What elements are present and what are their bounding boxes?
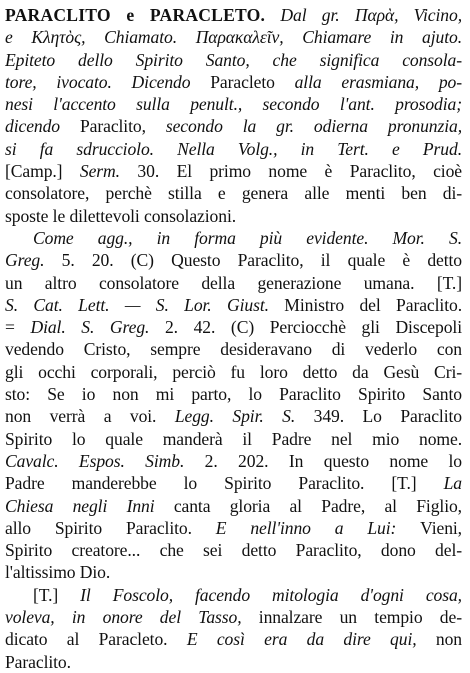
text-line bbox=[5, 182, 462, 204]
text-segment: [T.] bbox=[33, 584, 81, 605]
text-line bbox=[5, 205, 462, 227]
italic-segment: Dal gr. Παρὰ, Vicino, bbox=[265, 5, 462, 25]
text-line bbox=[5, 26, 462, 48]
text-segment: [Camp.] bbox=[5, 161, 80, 182]
text-line bbox=[5, 495, 462, 517]
italic-segment: E nell'inno a Lui: bbox=[215, 517, 421, 538]
text-segment: canta gloria al Padre, al Figlio, bbox=[173, 495, 462, 516]
text-line bbox=[5, 138, 462, 160]
text-line bbox=[5, 405, 462, 427]
text-segment: Vieni, bbox=[420, 517, 462, 538]
headword: PARACLITO e PARACLETO. bbox=[5, 5, 266, 25]
text-line bbox=[5, 338, 462, 360]
text-line bbox=[5, 71, 462, 93]
text-line bbox=[5, 450, 462, 472]
italic-segment: S. Cat. Lett. — S. Lor. Giust. bbox=[5, 294, 285, 315]
italic-segment: alla erasmiana, po- bbox=[294, 71, 462, 92]
italic-segment: nesi l'accento sulla penult., secondo l'ant. prosodia; bbox=[5, 94, 462, 115]
text-line bbox=[5, 428, 462, 450]
text-segment: Paraclito. bbox=[5, 651, 71, 672]
text-line bbox=[5, 561, 462, 583]
text-segment: 2. 42. (C) Perciocchè gli Discepoli bbox=[164, 317, 462, 338]
text-segment: 2. 202. In questo nome lo bbox=[204, 450, 462, 471]
italic-segment: E così era da dire qui, bbox=[186, 629, 436, 650]
text-line bbox=[5, 628, 462, 650]
text-line bbox=[5, 539, 462, 561]
text-line bbox=[5, 160, 462, 182]
text-segment: innalzare un tempio de- bbox=[258, 607, 462, 628]
text-line bbox=[5, 294, 462, 316]
text-segment: sposte le dilettevoli consolazioni. bbox=[5, 205, 237, 226]
text-segment: 349. Lo Paraclito bbox=[313, 406, 462, 427]
text-line bbox=[5, 316, 462, 338]
italic-segment: Legg. Spir. S. bbox=[174, 406, 314, 427]
text-segment: = bbox=[5, 317, 31, 338]
text-line bbox=[5, 361, 462, 383]
text-segment: Ministro del Paraclito. bbox=[284, 294, 462, 315]
italic-segment: Greg. bbox=[5, 250, 62, 271]
text-line bbox=[5, 227, 462, 249]
text-segment: dicato al Paracleto. bbox=[5, 629, 187, 650]
text-line bbox=[5, 249, 462, 271]
italic-segment: si fa sdrucciolo. Nella Volg., in Tert. e Prud. bbox=[5, 138, 462, 159]
text-segment: un altro consolatore della generazione umana. [T.] bbox=[5, 272, 462, 293]
italic-segment: e Κλητὸς, Chiamato. Παρακαλεῖν, Chiamare in ajuto. bbox=[5, 27, 462, 48]
text-line bbox=[5, 272, 462, 294]
italic-segment: Serm. bbox=[79, 161, 138, 182]
text-line bbox=[5, 517, 462, 539]
italic-segment: Epiteto dello Spirito Santo, che significa consola- bbox=[5, 49, 462, 70]
text-line bbox=[5, 383, 462, 405]
text-segment: sto: Se io non mi parto, lo Paraclito Spirito Santo bbox=[5, 384, 462, 405]
italic-segment: voleva, in onore del Tasso, bbox=[5, 607, 259, 628]
italic-segment: dicendo bbox=[5, 116, 80, 137]
italic-segment: Cavalc. Espos. Simb. bbox=[5, 450, 205, 471]
text-segment: consolatore, perchè stilla e genera alle menti ben di- bbox=[5, 183, 462, 204]
text-segment: Spirito creatore... che sei detto Paraclito, dono del- bbox=[5, 540, 462, 561]
text-line bbox=[5, 606, 462, 628]
italic-segment: tore, ivocato. Dicendo bbox=[5, 71, 211, 92]
text-segment: non verrà a voi. bbox=[5, 406, 175, 427]
text-segment: gli occhi corporali, perciò fu loro detto da Gesù Cri- bbox=[5, 361, 462, 382]
text-segment: 30. El primo nome è Paraclito, cioè bbox=[137, 161, 462, 182]
text-line bbox=[5, 472, 462, 494]
italic-segment: Dial. S. Greg. bbox=[30, 317, 165, 338]
text-segment: 5. 20. (C) Questo Paraclito, il quale è detto bbox=[61, 250, 462, 271]
text-segment: Paracleto bbox=[210, 71, 295, 92]
italic-segment: Come agg., in forma più evidente. Mor. S. bbox=[33, 227, 462, 248]
text-segment: Spirito lo quale manderà il Padre nel mio nome. bbox=[5, 428, 462, 449]
text-segment: allo Spirito Paraclito. bbox=[5, 517, 216, 538]
text-line bbox=[5, 49, 462, 71]
italic-segment: Chiesa negli Inni bbox=[5, 495, 174, 516]
text-line bbox=[5, 584, 462, 606]
text-line bbox=[5, 115, 462, 137]
italic-segment: La bbox=[443, 473, 462, 494]
text-segment: l'altissimo Dio. bbox=[5, 562, 111, 583]
text-line bbox=[5, 651, 462, 673]
text-segment: Padre manderebbe lo Spirito Paraclito. [T.] bbox=[5, 473, 444, 494]
text-segment: non bbox=[435, 629, 462, 650]
italic-segment: secondo la gr. odierna pronunzia, bbox=[165, 116, 462, 137]
text-segment: Paraclito, bbox=[79, 116, 166, 137]
text-line bbox=[5, 4, 462, 26]
italic-segment: Il Foscolo, facendo mitologia d'ogni cosa, bbox=[80, 584, 462, 605]
dictionary-entry bbox=[5, 4, 462, 673]
text-line bbox=[5, 93, 462, 115]
text-segment: vedendo Cristo, sempre desideravano di vederlo con bbox=[5, 339, 462, 360]
